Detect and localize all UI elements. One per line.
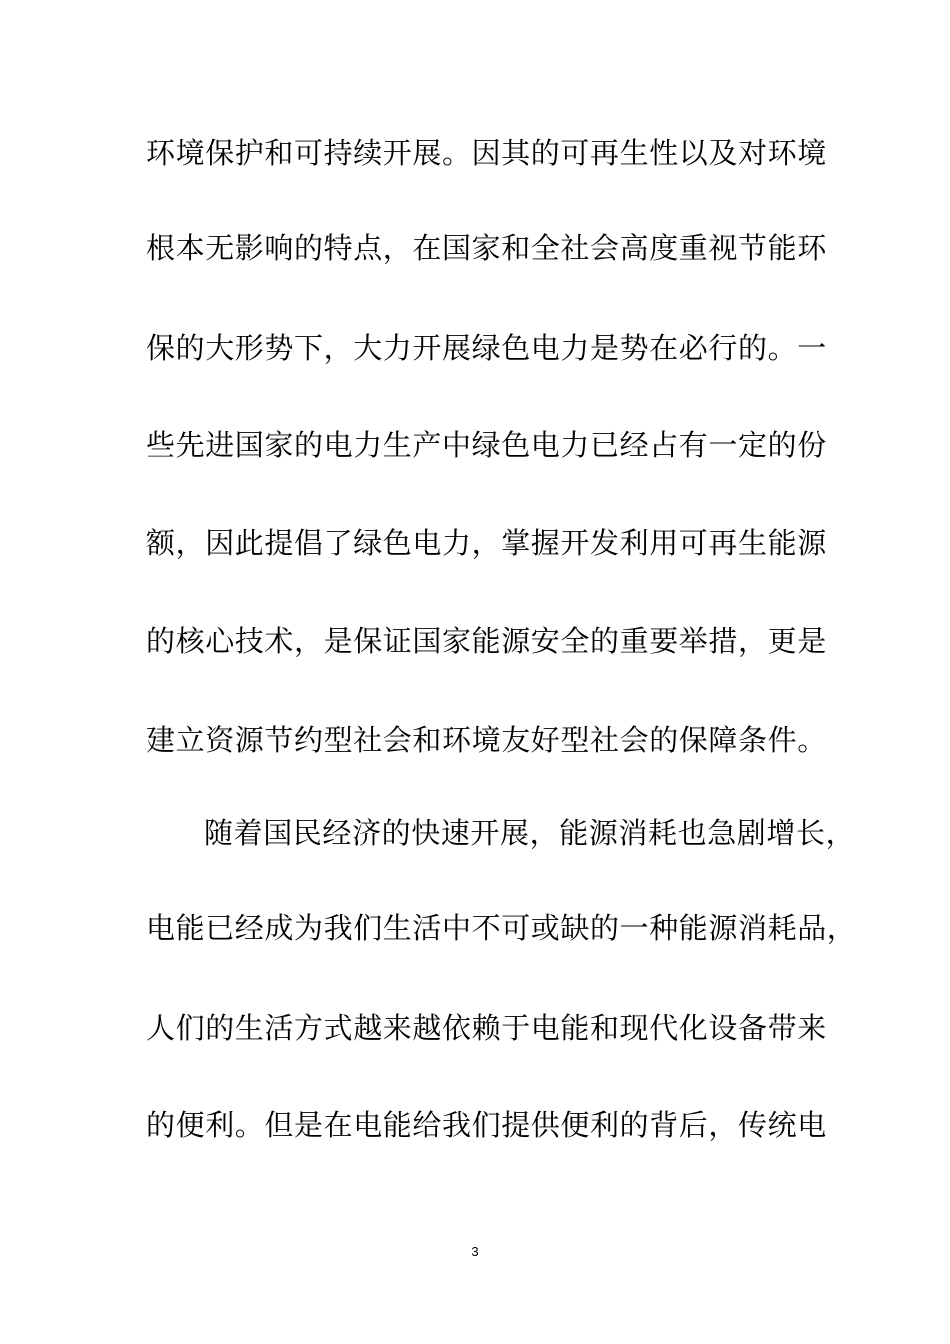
text-line-9: 电能已经成为我们生活中不可或缺的一种能源消耗品，: [146, 911, 857, 945]
text-line-10: 人们的生活方式越来越依赖于电能和现代化设备带来: [146, 1011, 827, 1045]
page-number: 3: [471, 1244, 479, 1259]
text-line-2: 根本无影响的特点，在国家和全社会高度重视节能环: [146, 231, 827, 265]
text-line-6: 的核心技术，是保证国家能源安全的重要举措，更是: [146, 624, 827, 658]
text-line-5: 额，因此提倡了绿色电力，掌握开发利用可再生能源: [146, 526, 827, 560]
text-line-1: 环境保护和可持续开展。因其的可再生性以及对环境: [146, 136, 827, 170]
text-line-11: 的便利。但是在电能给我们提供便利的背后，传统电: [146, 1108, 827, 1142]
text-line-7: 建立资源节约型社会和环境友好型社会的保障条件。: [146, 723, 827, 757]
text-line-3: 保的大形势下，大力开展绿色电力是势在必行的。一: [146, 331, 827, 365]
paragraph-start-line: 随着国民经济的快速开展，能源消耗也急剧增长，: [204, 816, 856, 850]
text-line-4: 些先进国家的电力生产中绿色电力已经占有一定的份: [146, 428, 827, 462]
